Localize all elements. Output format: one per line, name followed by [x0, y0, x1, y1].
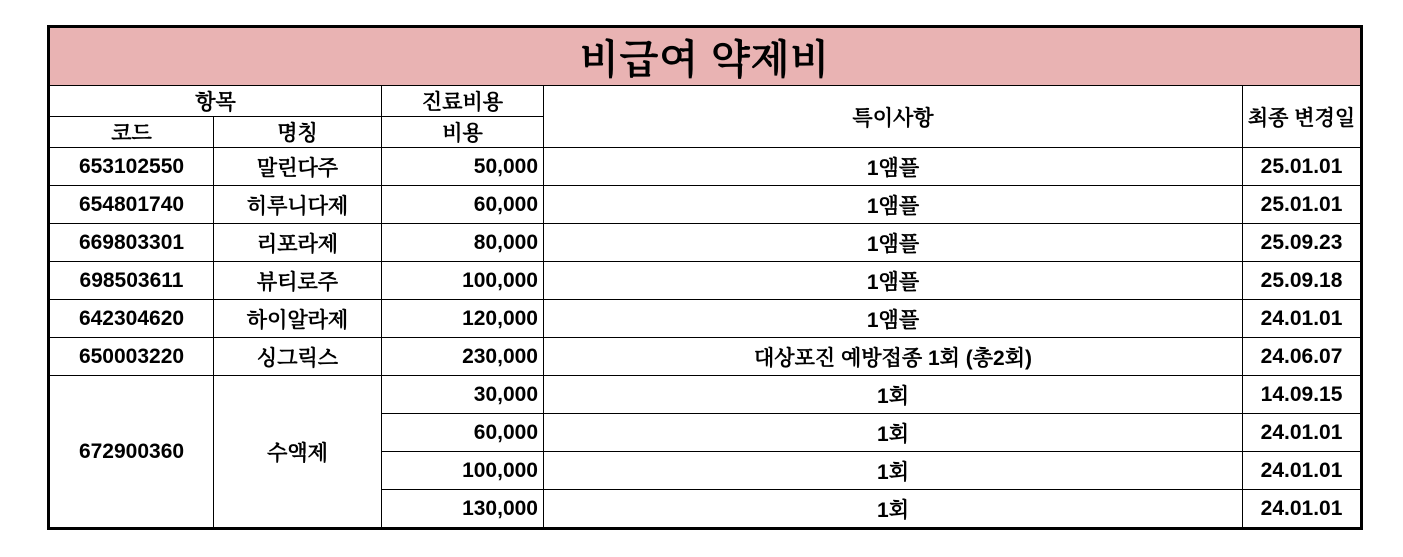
- header-cost: 비용: [382, 117, 544, 148]
- date-cell: 25.01.01: [1243, 186, 1362, 224]
- note-cell: 1회: [544, 414, 1243, 452]
- date-cell: 24.01.01: [1243, 414, 1362, 452]
- name-cell: 말린다주: [214, 148, 382, 186]
- name-cell: 히루니다제: [214, 186, 382, 224]
- note-cell: 1앰플: [544, 186, 1243, 224]
- note-cell: 1회: [544, 452, 1243, 490]
- code-cell: 653102550: [49, 148, 214, 186]
- header-code: 코드: [49, 117, 214, 148]
- date-cell: 24.01.01: [1243, 490, 1362, 529]
- title-row: [49, 27, 1362, 86]
- date-cell: 14.09.15: [1243, 376, 1362, 414]
- date-cell: 25.09.18: [1243, 262, 1362, 300]
- header-cost-group: 진료비용: [382, 86, 544, 117]
- header-item-group: 항목: [49, 86, 382, 117]
- cost-cell: 230,000: [382, 338, 544, 376]
- cost-cell: 100,000: [382, 452, 544, 490]
- name-cell: 싱그릭스: [214, 338, 382, 376]
- date-cell: 24.01.01: [1243, 452, 1362, 490]
- cost-cell: 50,000: [382, 148, 544, 186]
- cost-cell: 100,000: [382, 262, 544, 300]
- cost-cell: 80,000: [382, 224, 544, 262]
- header-last-modified: 최종 변경일: [1243, 86, 1362, 148]
- non-covered-drug-fee-table: [47, 25, 1363, 530]
- document-page: [47, 25, 1363, 530]
- code-cell: 669803301: [49, 224, 214, 262]
- name-cell: 하이알라제: [214, 300, 382, 338]
- cost-cell: 60,000: [382, 186, 544, 224]
- code-cell-merged: 672900360: [49, 376, 214, 529]
- name-cell: 리포라제: [214, 224, 382, 262]
- code-cell: 698503611: [49, 262, 214, 300]
- header-note: 특이사항: [544, 86, 1243, 148]
- table-row: [49, 224, 1362, 262]
- code-cell: 654801740: [49, 186, 214, 224]
- note-cell: 1앰플: [544, 262, 1243, 300]
- code-cell: 650003220: [49, 338, 214, 376]
- cost-cell: 30,000: [382, 376, 544, 414]
- table-row: [49, 262, 1362, 300]
- cost-cell: 130,000: [382, 490, 544, 529]
- cost-cell: 120,000: [382, 300, 544, 338]
- header-row-1: [49, 86, 1362, 117]
- name-cell: 뷰티로주: [214, 262, 382, 300]
- note-cell: 대상포진 예방접종 1회 (총2회): [544, 338, 1243, 376]
- cost-cell: 60,000: [382, 414, 544, 452]
- header-name: 명칭: [214, 117, 382, 148]
- date-cell: 25.09.23: [1243, 224, 1362, 262]
- note-cell: 1앰플: [544, 224, 1243, 262]
- note-cell: 1앰플: [544, 300, 1243, 338]
- date-cell: 25.01.01: [1243, 148, 1362, 186]
- table-row: [49, 148, 1362, 186]
- page-title: 비급여 약제비: [49, 27, 1362, 86]
- date-cell: 24.01.01: [1243, 300, 1362, 338]
- note-cell: 1회: [544, 490, 1243, 529]
- code-cell: 642304620: [49, 300, 214, 338]
- name-cell-merged: 수액제: [214, 376, 382, 529]
- table-row: [49, 300, 1362, 338]
- table-row: [49, 186, 1362, 224]
- table-row-group-start: [49, 376, 1362, 414]
- note-cell: 1앰플: [544, 148, 1243, 186]
- table-row: [49, 338, 1362, 376]
- date-cell: 24.06.07: [1243, 338, 1362, 376]
- note-cell: 1회: [544, 376, 1243, 414]
